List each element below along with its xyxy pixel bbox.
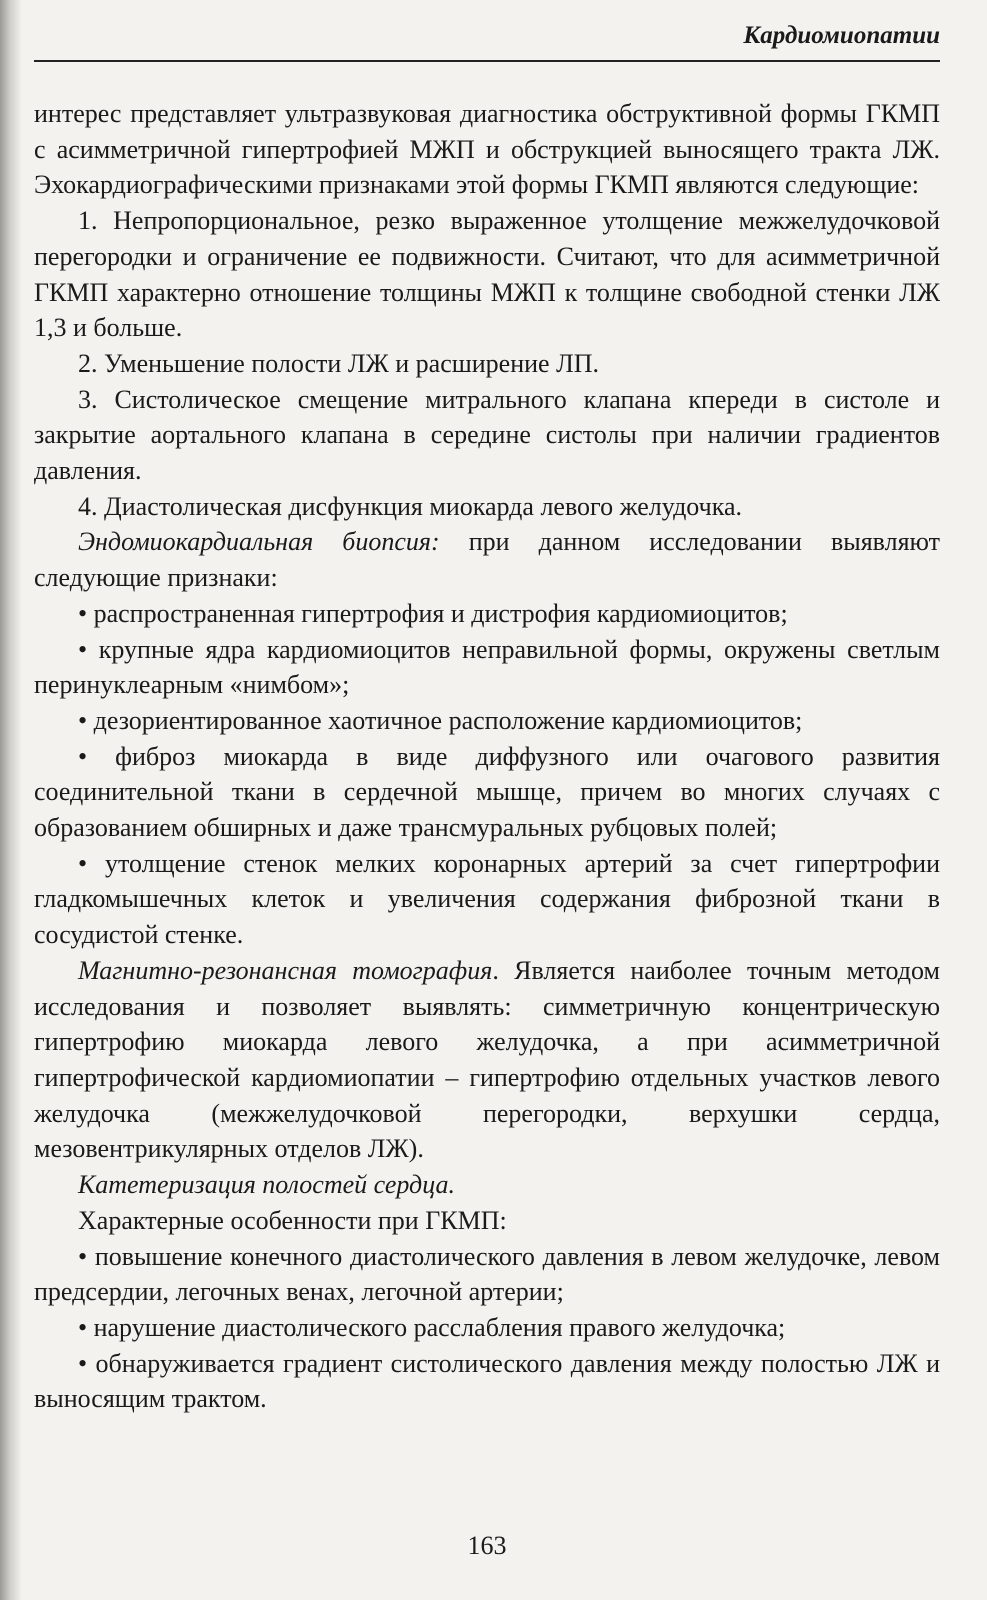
list-item-text: • утолщение стенок мелких коронарных артерий за счет гипертрофии гладкомышечных клеток и увеличения содержания фиброзной ткани в сосудистой стенке. [34,848,940,950]
list-item-text: • обнаруживается градиент систолического давления между полостью ЛЖ и выносящим трактом. [34,1348,940,1414]
list-item [34,703,940,739]
list-item [34,596,940,632]
paragraph-text: 3. Систолическое смещение митрального клапана кпереди в систоле и закрытие аортального клапана в середине систолы при наличии градиентов давления. [34,384,940,486]
paragraph-text: интерес представляет ультразвуковая диагностика обструктивной формы ГКМП с асимметричной гипертрофией МЖП и обструкцией выносящего тракта ЛЖ. Эхокардиографическими признаками этой формы ГКМП являются следующие: [34,99,940,200]
book-page [34,18,940,1588]
paragraph [34,953,940,1167]
paragraph-text: при данном исследовании выявляют следующие признаки: [34,527,940,593]
paragraph [34,96,940,203]
list-item [34,846,940,953]
header-rule [34,60,940,62]
paragraph-text: 1. Непропорциональное, резко выраженное утолщение межжелудочковой перегородки и ограничение ее подвижности. Считают, что для асимметричной ГКМП характерно отношение толщины МЖП к толщине свободной стенки ЛЖ 1,3 и больше. [34,206,940,343]
paragraph [34,489,940,525]
paragraph [34,346,940,382]
paragraph-text: . Является наиболее точным методом исследования и позволяет выявлять: симметричную концентрическую гипертрофию миокарда левого желудочка, а при асимметричной гипертрофической кардиомиопатии – гипертрофию отдельных участков левого желудочка (межжелудочковой перегородки, верхушки сердца, мезовентрикулярных отделов ЛЖ). [34,955,940,1164]
list-item-text: • нарушение диастолического расслабления правого желудочка; [78,1312,786,1342]
section-lead-italic: Эндомиокардиальная биопсия: [78,527,440,557]
list-item-text: • распространенная гипертрофия и дистрофия кардиомиоцитов; [78,598,788,628]
section-lead-italic: Катетеризация полостей сердца. [78,1170,456,1200]
paragraph-text: 4. Диастолическая дисфункция миокарда левого желудочка. [78,491,742,521]
paragraph [34,382,940,489]
list-item-text: • повышение конечного диастолического давления в левом желудочке, левом предсердии, легочных венах, легочной артерии; [34,1241,940,1307]
body-text [34,96,940,1417]
list-item [34,1346,940,1417]
page-number: 163 [467,1531,507,1560]
paragraph [34,524,940,595]
list-item-text: • дезориентированное хаотичное расположение кардиомиоцитов; [78,705,803,735]
list-item [34,632,940,703]
list-item [34,1239,940,1310]
section-lead-italic: Магнитно-резонансная томография [78,955,493,985]
list-item-text: • фиброз миокарда в виде диффузного или очагового развития соединительной ткани в сердечной мышце, причем во многих случаях с образованием обширных и даже трансмуральных рубцовых полей; [34,741,940,843]
list-item [34,1310,940,1346]
paragraph [34,1203,940,1239]
running-header: Кардиомиопатии [743,22,940,49]
paragraph-text: Характерные особенности при ГКМП: [78,1205,507,1235]
paragraph [34,203,940,346]
list-item [34,739,940,846]
list-item-text: • крупные ядра кардиомиоцитов неправильной формы, окружены светлым перинуклеарным «нимбом»; [34,634,940,700]
book-spine-shadow [0,0,22,1600]
paragraph-text: 2. Уменьшение полости ЛЖ и расширение ЛП. [78,348,600,378]
paragraph [34,1167,940,1203]
